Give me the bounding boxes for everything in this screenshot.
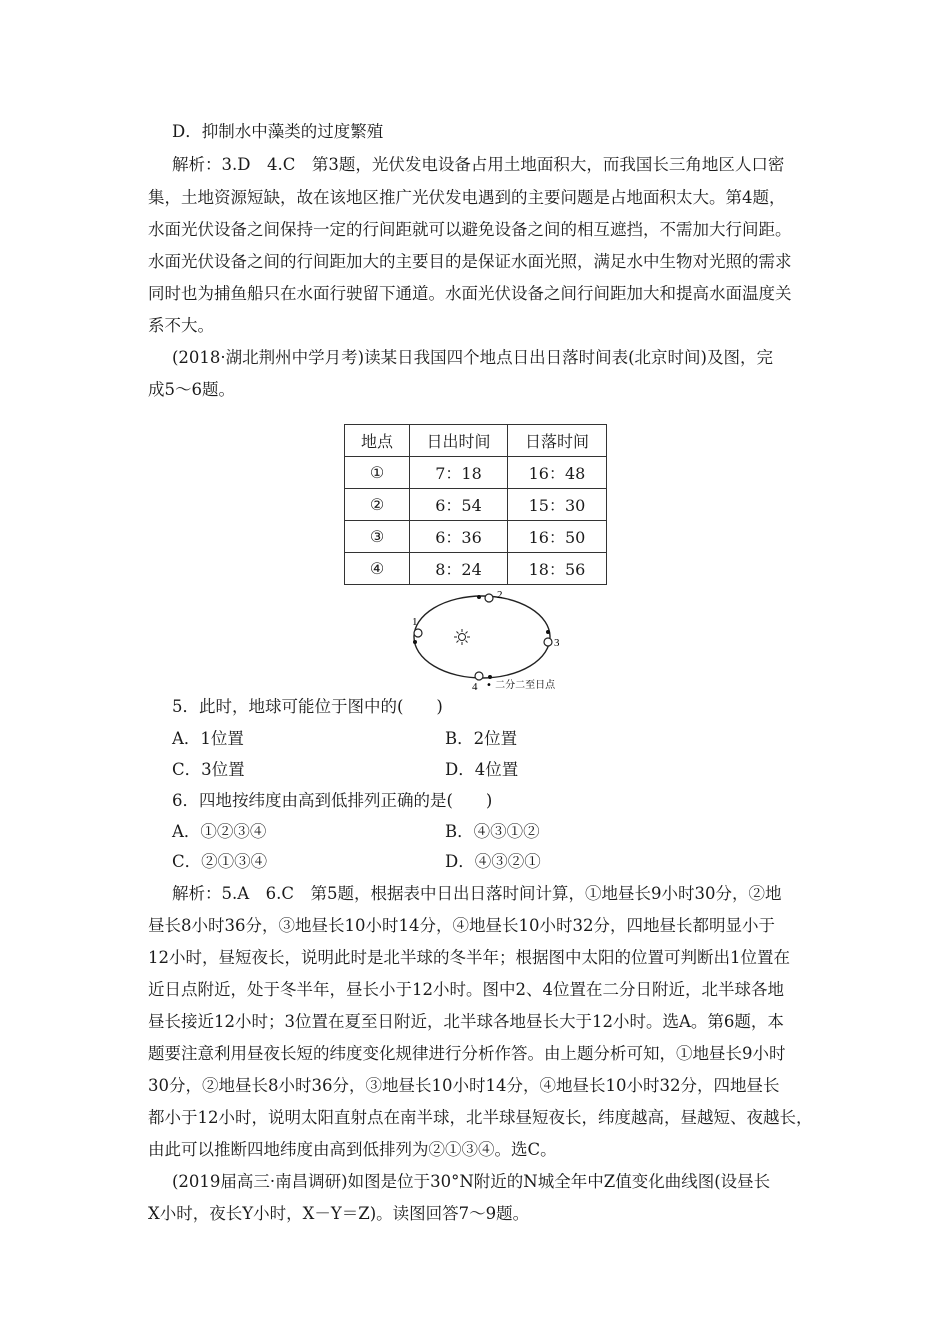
option-d-q4: D．抑制水中藻类的过度繁殖 — [172, 122, 384, 141]
analysis-line: 水面光伏设备之间的行间距加大的主要目的是保证水面光照，满足水中生物对光照的需求 — [148, 252, 792, 271]
option-c: C．3位置 — [172, 760, 245, 779]
table-row — [345, 457, 607, 489]
solstice-equinox-point — [488, 675, 492, 679]
table-cell: 15：30 — [508, 489, 607, 521]
earth-position-3 — [544, 638, 552, 646]
table-cell: ② — [345, 489, 410, 521]
option-a: A．①②③④ — [172, 822, 267, 841]
analysis-line: 题要注意利用昼夜长短的纬度变化规律进行分析作答。由上题分析可知，①地昼长9小时 — [148, 1044, 786, 1063]
table-row — [345, 489, 607, 521]
earth-position-1 — [414, 629, 422, 637]
analysis-line: 昼长8小时36分，③地昼长10小时14分，④地昼长10小时32分，四地昼长都明显小于 — [148, 916, 775, 935]
analysis-line: 解析：5.A 6.C 第5题，根据表中日出日落时间计算，①地昼长9小时30分，②地 — [172, 884, 782, 903]
option-b: B．2位置 — [445, 729, 518, 748]
position-label-4: 4 — [472, 681, 478, 693]
analysis-line: 30分，②地昼长8小时36分，③地昼长10小时14分，④地昼长10小时32分，四地昼长 — [148, 1076, 780, 1095]
question-intro: X小时，夜长Y小时，X－Y＝Z)。读图回答7～9题。 — [148, 1204, 530, 1223]
table-cell: ④ — [345, 553, 410, 585]
position-label-1: 1 — [412, 616, 418, 628]
earth-position-4 — [475, 672, 483, 680]
analysis-line: 解析：3.D 4.C 第3题，光伏发电设备占用土地面积大，而我国长三角地区人口密 — [172, 155, 785, 174]
analysis-line: 集，土地资源短缺，故在该地区推广光伏发电遇到的主要问题是占地面积太大。第4题， — [148, 188, 786, 207]
analysis-line: 同时也为捕鱼船只在水面行驶留下通道。水面光伏设备之间行间距加大和提高水面温度关 — [148, 284, 792, 303]
table-row — [345, 553, 607, 585]
legend-text: • 二分二至日点 — [486, 680, 556, 691]
orbit-ellipse — [414, 596, 550, 678]
question-intro: 成5～6题。 — [148, 380, 235, 399]
solstice-equinox-point — [546, 630, 550, 634]
analysis-line: 12小时，昼短夜长，说明此时是北半球的冬半年；根据图中太阳的位置可判断出1位置在 — [148, 948, 790, 967]
table-cell: ③ — [345, 521, 410, 553]
analysis-line: 水面光伏设备之间保持一定的行间距就可以避免设备之间的相互遮挡，不需加大行间距。 — [148, 220, 792, 239]
option-c: C．②①③④ — [172, 852, 268, 871]
table-header: 日落时间 — [508, 425, 607, 457]
earth-position-2 — [485, 594, 493, 602]
option-d: D．④③②① — [445, 852, 541, 871]
question-5-stem: 5．此时，地球可能位于图中的( ) — [172, 697, 443, 716]
analysis-line: 近日点附近，处于冬半年，昼长小于12小时。图中2、4位置在二分日附近，北半球各地 — [148, 980, 784, 999]
analysis-line: 由此可以推断四地纬度由高到低排列为②①③④。选C。 — [148, 1140, 557, 1159]
table-cell: 16：48 — [508, 457, 607, 489]
table-cell: 7：18 — [410, 457, 508, 489]
position-label-2: 2 — [497, 589, 503, 601]
table-cell: 8：24 — [410, 553, 508, 585]
analysis-line: 昼长接近12小时；3位置在夏至日附近，北半球各地昼长大于12小时。选A。第6题，本 — [148, 1012, 784, 1031]
solstice-equinox-point — [477, 595, 481, 599]
table-cell: 18：56 — [508, 553, 607, 585]
table-cell: 16：50 — [508, 521, 607, 553]
sun-icon — [454, 629, 470, 645]
table-cell: ① — [345, 457, 410, 489]
analysis-line: 都小于12小时，说明太阳直射点在南半球，北半球昼短夜长，纬度越高，昼越短、夜越长， — [148, 1108, 813, 1127]
analysis-line: 系不大。 — [148, 316, 214, 335]
option-d: D．4位置 — [445, 760, 519, 779]
table-header: 地点 — [345, 425, 410, 457]
position-label-3: 3 — [554, 637, 560, 649]
question-intro: (2018·湖北荆州中学月考)读某日我国四个地点日出日落时间表(北京时间)及图，完 — [172, 348, 773, 367]
table-header-row — [345, 425, 607, 457]
option-b: B．④③①② — [445, 822, 540, 841]
earth-orbit-diagram — [400, 585, 590, 695]
table-cell: 6：54 — [410, 489, 508, 521]
solstice-equinox-point — [413, 640, 417, 644]
question-intro: (2019届高三·南昌调研)如图是位于30°N附近的N城全年中Z值变化曲线图(设昼长 — [172, 1172, 771, 1191]
sunrise-sunset-table — [344, 424, 607, 585]
question-6-stem: 6．四地按纬度由高到低排列正确的是( ) — [172, 791, 493, 810]
option-a: A．1位置 — [172, 729, 244, 748]
table-row — [345, 521, 607, 553]
table-header: 日出时间 — [410, 425, 508, 457]
table-cell: 6：36 — [410, 521, 508, 553]
